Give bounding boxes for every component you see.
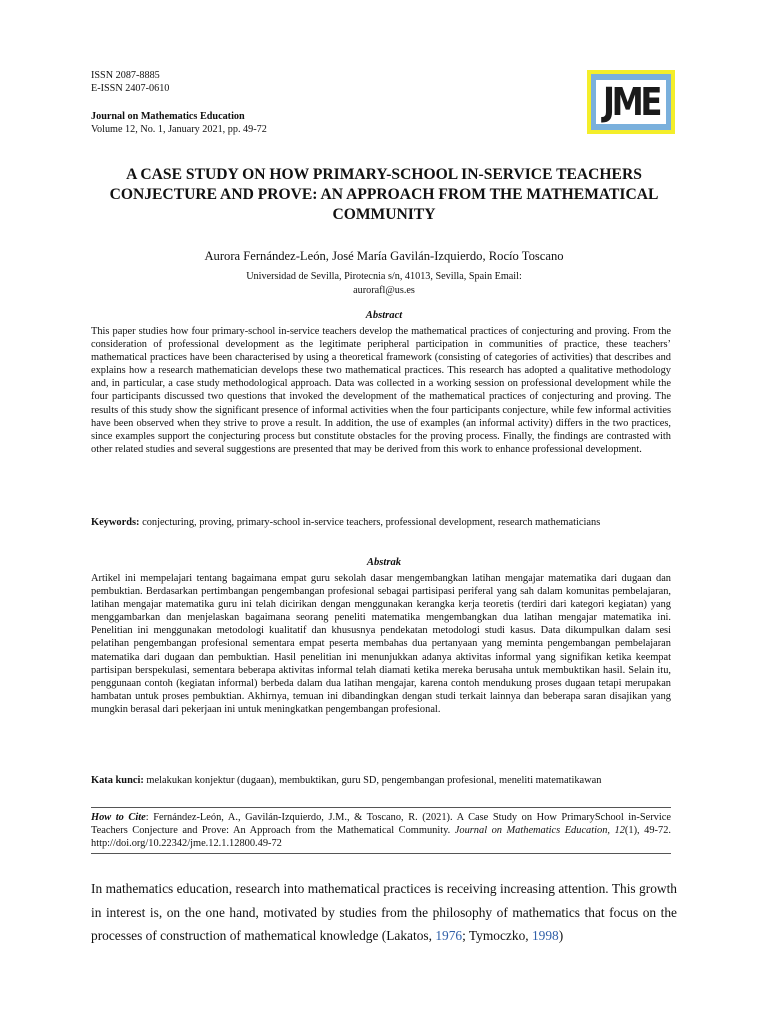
body-paragraph [91, 877, 677, 948]
body-text-c: ) [558, 928, 564, 943]
body-text-b: ; Tymoczko, [462, 928, 532, 943]
abstrak-text: Artikel ini mempelajari tentang bagaimana empat guru sekolah dasar mengembangkan latihan mengajar matematika dari dugaan dan pembuktian. Berdasarkan pertimbangan pengembangan profesional sebagai partisipasi periferal yang sah dalam komunitas pembelajaran, latihan mengajar matematika guru ini telah dicirikan dengan menggunakan kerangka kerja teoretis (terdiri dari kategori kegiatan) yang menggambarkan dan menjelaskan bagaimana seorang peneliti matematika mengembangkan dua latihan mengajar matematika ini. Penelitian ini menggunakan metodologi kualitatif dan khususnya pendekatan metodologi studi kasus. Data dikumpulkan dalam sesi pelatihan pengembangan profesional sementara empat peserta membahas dua pertanyaan yang meminta pengembangan pembelajaran matematika dari dugaan dan pembuktian. Hasil penelitian ini menunjukkan adanya aktivitas informal yang signifikan ketika keempat partisipan berspekulasi, sementara beberapa aktivitas informal telah diamati ketika mereka berusaha untuk membuktikan hasil. Selain itu, penggunaan contoh (kegiatan informal) berbeda dalam dua latihan mengajar, karena contoh mendukung proses dugaan tetapi merupakan hambatan untuk proses pembuktian. Akhirnya, temuan ini dibandingkan dengan studi terkait lainnya dan beberapa saran disajikan yang mungkin berasal dari pekerjaan ini untuk meningkatkan pengembangan profesional. [91, 573, 671, 715]
author-email[interactable]: aurorafl@us.es [353, 285, 415, 296]
volume-info: Volume 12, No. 1, January 2021, pp. 49-72 [91, 124, 267, 135]
kata-kunci-label: Kata kunci: [91, 775, 144, 786]
kata-kunci [91, 774, 671, 787]
logo-text: JME [602, 80, 660, 124]
ref-lakatos-1976[interactable]: 1976 [435, 928, 463, 943]
citation-journal: Journal on Mathematics Education, 12 [454, 825, 625, 837]
citation-top-rule [91, 807, 671, 808]
kata-kunci-text: melakukan konjektur (dugaan), membuktikan, guru SD, pengembangan profesional, meneliti matematikawan [143, 775, 602, 786]
citation-bottom-rule [91, 853, 671, 854]
affiliation: Universidad de Sevilla, Pirotecnia s/n, 41013, Sevilla, Spain Email: [246, 271, 522, 282]
keywords [91, 516, 671, 529]
issn: ISSN 2087-8885 [91, 70, 160, 81]
body-text-a: In mathematics education, research into mathematical practices is receiving increasing attention. This growth in interest is, on the one hand, motivated by studies from the philosophy of mathematics that focus on the processes of construction of mathematical knowledge (Lakatos, [91, 881, 677, 943]
keywords-text: conjecturing, proving, primary-school in-service teachers, professional development, research mathematicians [139, 517, 601, 528]
citation [91, 811, 671, 850]
authors: Aurora Fernández-León, José María Gavilán-Izquierdo, Rocío Toscano [204, 249, 564, 263]
citation-doi[interactable]: (1), 49-72. http://doi.org/10.22342/jme.12.1.12800.49-72 [91, 825, 671, 850]
citation-text: : Fernández-León, A., Gavilán-Izquierdo, J.M., & Toscano, R. (2021). A Case Study on How PrimarySchool in-Service Teachers Conjecture and Prove: An Approach from the Mathematical Community. [91, 812, 671, 837]
paper-title: A CASE STUDY ON HOW PRIMARY-SCHOOL IN-SERVICE TEACHERS CONJECTURE AND PROVE: AN APPROACH FROM THE MATHEMATICAL COMMUNITY [109, 166, 659, 223]
abstract-heading: Abstract [365, 310, 403, 321]
journal-name: Journal on Mathematics Education [91, 111, 245, 122]
abstrak-heading: Abstrak [366, 557, 402, 568]
abstract-text: This paper studies how four primary-school in-service teachers develop the mathematical practices of conjecturing and proving. From the consideration of professional development as the legitimate peripheral participation in communities of practice, these teachers’ mathematical practices have been characterised by using a theoretical framework (consisting of categories of activities) that describes and explains how a research mathematician develops these two mathematical practices. This research has adopted a qualitative methodology and, in particular, a case study methodological approach. Data was collected in a working session on professional development while the four participants discussed two questions that invoked the development of the mathematical practices of conjecturing and proving. The results of this study show the significant presence of informal activities when the four participants conjecture, while few informal activities have been observed when they strive to prove a result. In addition, the use of examples (an informal activity) differs in the two practices, since examples support the conjecturing process but constitute obstacles for the proving process. Finally, the findings are contrasted with other related studies and several suggestions are presented that may be derived from this work to enhance professional development. [91, 326, 671, 455]
keywords-label: Keywords: [91, 517, 140, 528]
journal-logo [587, 70, 675, 134]
eissn: E-ISSN 2407-0610 [91, 83, 170, 94]
citation-label: How to Cite [91, 812, 146, 823]
ref-tymoczko-1998[interactable]: 1998 [531, 928, 559, 943]
